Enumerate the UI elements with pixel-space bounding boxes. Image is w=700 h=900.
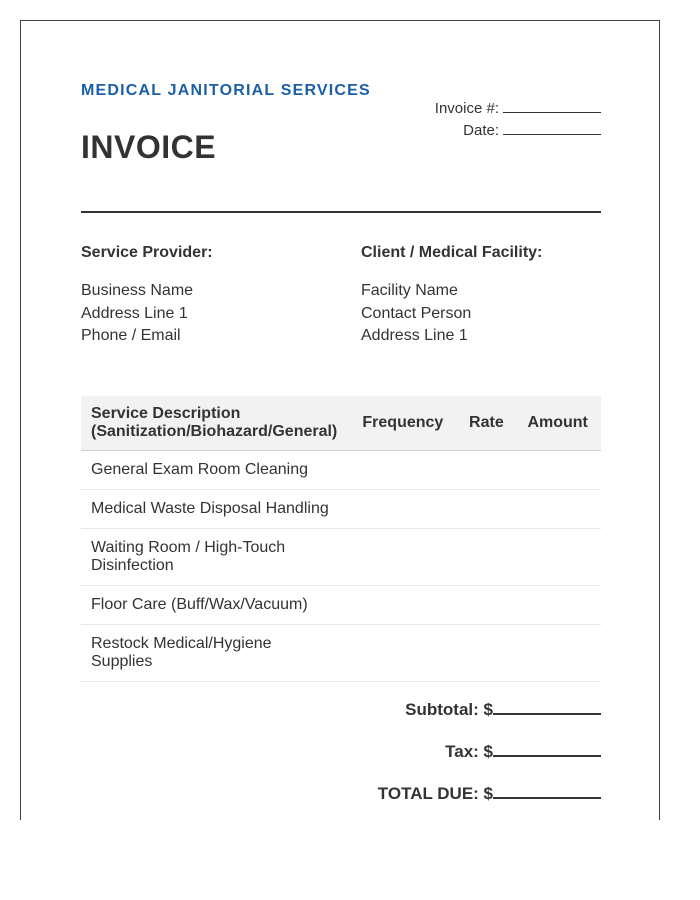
service-description: General Exam Room Cleaning bbox=[81, 451, 347, 490]
invoice-date-row bbox=[435, 120, 601, 142]
table-row bbox=[81, 586, 601, 625]
rate-header: Rate bbox=[458, 396, 514, 451]
table-header-row bbox=[81, 396, 601, 451]
rate-cell[interactable] bbox=[458, 529, 514, 586]
amount-header: Amount bbox=[514, 396, 601, 451]
amount-cell[interactable] bbox=[514, 586, 601, 625]
service-description: Medical Waste Disposal Handling bbox=[81, 490, 347, 529]
services-table bbox=[81, 396, 601, 682]
description-header bbox=[81, 396, 347, 451]
frequency-cell[interactable] bbox=[347, 625, 458, 682]
tax-label: Tax: $ bbox=[445, 742, 493, 761]
service-provider-heading: Service Provider: bbox=[81, 244, 213, 261]
rate-cell[interactable] bbox=[458, 586, 514, 625]
subtotal-field[interactable] bbox=[493, 697, 601, 715]
table-row bbox=[81, 451, 601, 490]
rate-cell[interactable] bbox=[458, 625, 514, 682]
client-heading: Client / Medical Facility: bbox=[361, 244, 543, 261]
subtotal-label: Subtotal: $ bbox=[405, 700, 493, 719]
totals-block bbox=[301, 697, 601, 820]
tax-row bbox=[301, 739, 601, 781]
total-due-field[interactable] bbox=[493, 781, 601, 799]
header-divider bbox=[81, 211, 601, 213]
client-line: Address Line 1 bbox=[361, 327, 468, 344]
invoice-page bbox=[20, 20, 660, 820]
total-due-row bbox=[301, 781, 601, 820]
client-line: Facility Name bbox=[361, 282, 458, 299]
frequency-cell[interactable] bbox=[347, 451, 458, 490]
frequency-cell[interactable] bbox=[347, 529, 458, 586]
table-row bbox=[81, 529, 601, 586]
rate-cell[interactable] bbox=[458, 451, 514, 490]
subtotal-row bbox=[301, 697, 601, 739]
page-title: INVOICE bbox=[81, 129, 217, 165]
invoice-number-label: Invoice #: bbox=[434, 100, 499, 117]
provider-line: Business Name bbox=[81, 282, 194, 299]
invoice-number-field[interactable] bbox=[503, 98, 601, 113]
rate-cell[interactable] bbox=[458, 490, 514, 529]
amount-cell[interactable] bbox=[514, 451, 601, 490]
invoice-date-field[interactable] bbox=[503, 120, 601, 135]
frequency-header: Frequency bbox=[347, 396, 458, 451]
total-due-label: TOTAL DUE: $ bbox=[377, 784, 493, 803]
description-header-line1: Service Description bbox=[91, 405, 241, 422]
amount-cell[interactable] bbox=[514, 490, 601, 529]
amount-cell[interactable] bbox=[514, 529, 601, 586]
amount-cell[interactable] bbox=[514, 625, 601, 682]
invoice-date-label: Date: bbox=[463, 122, 499, 139]
provider-line: Phone / Email bbox=[81, 327, 181, 344]
service-description: Waiting Room / High-Touch Disinfection bbox=[81, 529, 347, 586]
service-provider-block bbox=[81, 244, 331, 348]
table-row bbox=[81, 490, 601, 529]
frequency-cell[interactable] bbox=[347, 490, 458, 529]
service-description: Floor Care (Buff/Wax/Vacuum) bbox=[81, 586, 347, 625]
invoice-number-row bbox=[435, 98, 601, 120]
invoice-meta bbox=[435, 98, 601, 142]
client-block bbox=[361, 244, 611, 348]
service-description: Restock Medical/Hygiene Supplies bbox=[81, 625, 347, 682]
table-row bbox=[81, 625, 601, 682]
frequency-cell[interactable] bbox=[347, 586, 458, 625]
provider-line: Address Line 1 bbox=[81, 304, 188, 322]
client-line: Contact Person bbox=[361, 304, 472, 322]
tax-field[interactable] bbox=[493, 739, 601, 757]
description-header-line2: (Sanitization/Biohazard/General) bbox=[91, 423, 338, 440]
company-name: MEDICAL JANITORIAL SERVICES bbox=[81, 82, 371, 99]
